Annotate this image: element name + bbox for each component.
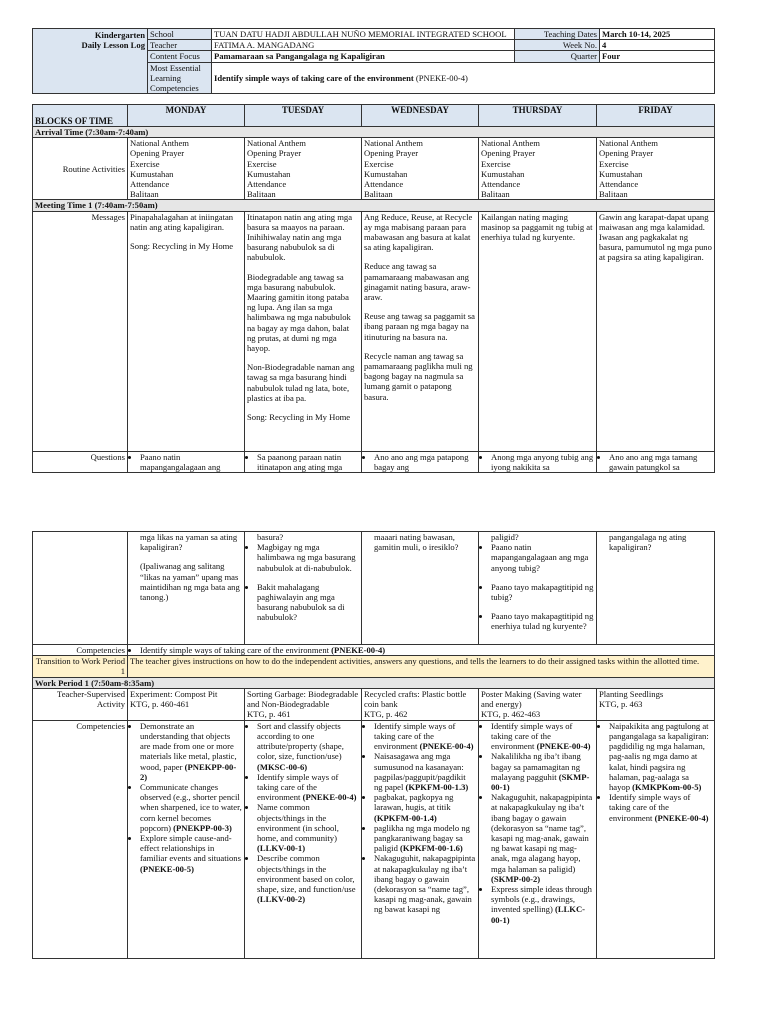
work-competencies-label: Competencies [33, 720, 128, 958]
question-item: • Paano tayo makapagtitipid ng enerhiya tulad ng kuryente? [491, 611, 594, 631]
competency-item [257, 853, 359, 904]
work-period-1-row: Work Period 1 (7:50am-8:35am) [33, 677, 715, 688]
routine-wednesday: National Anthem Opening Prayer Exercise Kumustahan Attendance Balitaan [362, 138, 479, 200]
tsa-tuesday: Sorting Garbage: Biodegradable and Non-Biodegradable KTG, p. 461 [245, 688, 362, 720]
message-paragraph: Non-Biodegradable naman ang tawag sa mga basurang hindi nabubulok tulad ng lata, bote, plastics at iba pa. [247, 362, 355, 403]
week-no-value: 4 [600, 40, 715, 51]
competency-code: (MKSC-00-6) [257, 761, 308, 772]
tsa-monday: Experiment: Compost Pit KTG, p. 460-461 [128, 688, 245, 720]
question-item: • Paano natin mapangangalagaan ang mga anyong tubig? [491, 542, 594, 573]
competency-item [491, 751, 594, 792]
teaching-dates-value: March 10-14, 2025 [600, 29, 715, 40]
competency-text: Nakalilikha ng iba’t ibang bagay sa pamamagitan ng malayang pagguhit [491, 751, 581, 782]
competency-item [374, 751, 476, 792]
competency-item [374, 721, 476, 752]
messages-friday [597, 211, 715, 451]
meeting-time-1-row: Meeting Time 1 (7:40am-7:50am) [33, 200, 715, 211]
quarter-value: Four [600, 51, 715, 62]
competency-code: (KPKFM-00-1.6) [400, 843, 463, 854]
content-focus-value: Pamamaraan sa Pangangalaga ng Kapaligiran [212, 51, 515, 62]
message-paragraph: Song: Recycling in My Home [247, 412, 351, 423]
message-paragraph: Pinapahalagahan at iniingatan natin ang ating kapaligiran. [130, 211, 234, 232]
competency-item [257, 802, 359, 853]
competency-code: (PNEKE-00-5) [140, 863, 194, 874]
content-focus-label: Content Focus [148, 51, 212, 62]
day-friday: FRIDAY [597, 105, 715, 127]
quarter-label: Quarter [515, 51, 600, 62]
competency-text: Sort and classify objects according to one attribute/property (shape, color, size, function/use) [257, 720, 344, 762]
competency-text: Explore simple cause-and-effect relationships in familiar events and situations [140, 833, 241, 864]
competency-text: Identify simple ways of taking care of the environment [257, 771, 339, 803]
message-paragraph: Reduce ang tawag sa pamamaraang mabawasan ang ginagamit nating basura, araw-araw. [364, 261, 471, 303]
message-paragraph: Reuse ang tawag sa paggamit sa ibang paraan ng mga bagay na itinuturing na basura na. [364, 311, 475, 342]
week-no-label: Week No. [515, 40, 600, 51]
routine-friday: National Anthem Opening Prayer Exercise Kumustahan Attendance Balitaan [597, 138, 715, 200]
message-paragraph: Ang Reduce, Reuse, at Recycle ay mga mabisang paraan para mabawasan ang basura at kalat sa ating kapaligiran. [364, 211, 473, 253]
competency-item [609, 721, 712, 792]
question-item: • Bakit mahalagang paghiwalayin ang mga basurang nabubulok sa di nabubulok? [257, 582, 359, 623]
competency-code: (KPKFM-00-1.3) [405, 782, 469, 793]
competency-text: Demonstrate an understanding that objects are made from one or more materials like metal, plastic, wood, paper [140, 720, 237, 772]
message-paragraph: Song: Recycling in My Home [130, 241, 234, 252]
messages-monday [128, 211, 245, 451]
routine-tuesday: National Anthem Opening Prayer Exercise Kumustahan Attendance Balitaan [245, 138, 362, 200]
schedule-table-page-1 [32, 104, 715, 473]
teacher-value: FATIMA A. MANGADANG [212, 40, 515, 51]
melc-value [212, 62, 715, 94]
messages-label: Messages [33, 211, 128, 451]
question-continuation: maaari nating bawasan, gamitin muli, o iresiklo? [374, 532, 459, 553]
competency-text: Express simple ideas through symbols (e.g., drawings, invented spelling) [491, 884, 592, 915]
competency-text: Communicate changes observed (e.g., shorter pencil when sharpened, ice to water, corn kernel becomes popcorn) [140, 782, 242, 833]
message-paragraph: Itinatapon natin ang ating mga basura sa maayos na paraan. Inihihiwalay natin ang mga basurang nabubulok sa di nabubulok. [247, 211, 353, 263]
competency-item [374, 853, 476, 914]
competency-item [491, 884, 594, 925]
competency-text: Identify simple ways of taking care of the environment [140, 645, 330, 655]
competency-item [374, 792, 476, 823]
competency-code: (PNEKPP-00-3) [173, 822, 232, 833]
competency-code: (PNEKE-00-4) [654, 812, 709, 823]
competency-text: Nakaguguhit, nakapagpipinta at nakapagkukulay ng iba’t ibang bagay o gawain (dekorasyon sa “name tag”, kasapi ng mag-anak, gawain ng bawat kasapi ng [374, 853, 476, 915]
melc-code: (PNEKE-00-4) [415, 72, 468, 83]
questions-tuesday-part2 [245, 532, 362, 645]
messages-wednesday [362, 211, 479, 451]
competency-item [609, 792, 712, 823]
melc-text: Identify simple ways of taking care of the environment [214, 72, 414, 83]
question-item: • Ano ano ang mga tamang gawain patungkol sa [609, 452, 712, 472]
teacher-label: Teacher [148, 40, 212, 51]
title-line-2: Daily Lesson Log [81, 40, 145, 51]
routine-thursday: National Anthem Opening Prayer Exercise Kumustahan Attendance Balitaan [479, 138, 597, 200]
competency-code: (LLKV-00-2) [257, 894, 306, 905]
question-item: • Ano ano ang mga patapong bagay ang [374, 452, 476, 472]
competency-text: Describe common objects/things in the environment based on color, shape, size, and function/use [257, 853, 356, 895]
messages-tuesday [245, 211, 362, 451]
competency-text: Naisasagawa ang mga sumusunod na kasanayan: pagpilas/paggupit/pagdikit ng papel [374, 751, 466, 793]
competency-code: (PNEKE-00-4) [302, 792, 357, 803]
competency-code: (SKMP-00-1) [491, 771, 590, 793]
transition-text: The teacher gives instructions on how to do the independent activities, answers any questions, and tells the learners to do their assigned tasks within the allotted time. [128, 656, 715, 677]
work-competencies-monday [128, 720, 245, 958]
routine-activities-label: Routine Activities [33, 138, 128, 200]
questions-friday-part2 [597, 532, 715, 645]
message-paragraph: Kailangan nating maging masinop sa paggamit ng tubig at enerhiya tulad ng kuryente. [481, 211, 593, 243]
competency-text: Naipakikita ang pagtulong at pangangalaga sa kapaligiran: pagdidilig ng mga halaman, pag-aalis ng mga damo at kalat, hindi pagsira ng halaman, pag-aalaga sa hayop [609, 720, 709, 793]
competency-list [599, 721, 712, 823]
competency-list [364, 721, 476, 915]
competency-text: paglikha ng mga modelo ng pangkaraniwang bagay sa paligid [374, 822, 470, 854]
competency-item [140, 721, 242, 782]
competency-list [130, 721, 242, 874]
questions-label: Questions [33, 451, 128, 472]
message-paragraph: Recycle naman ang tawag sa pamamaraang paglikha muli ng bagong bagay na nagmula sa lumang gamit o patapong basura. [364, 350, 473, 402]
competency-text: Name common objects/things in the environment (in school, home, and community) [257, 802, 339, 844]
work-competencies-thursday [479, 720, 597, 958]
competency-list [481, 721, 594, 925]
day-thursday: THURSDAY [479, 105, 597, 127]
competency-code: (PNEKE-00-4) [419, 741, 474, 752]
meeting-competencies-label: Competencies [33, 645, 128, 656]
questions-friday-part1 [597, 451, 715, 472]
teacher-supervised-label: Teacher-Supervised Activity [33, 688, 128, 720]
questions-monday-part1 [128, 451, 245, 472]
tsa-wednesday: Recycled crafts: Plastic bottle coin bank KTG, p. 462 [362, 688, 479, 720]
schedule-table-page-2 [32, 531, 715, 959]
transition-label: Transition to Work Period 1 [33, 656, 128, 677]
competency-item [491, 792, 594, 884]
question-continuation: pangangalaga ng ating kapaligiran? [609, 532, 687, 553]
question-item: • Paano tayo makapagtitipid ng tubig? [491, 582, 594, 602]
blocks-of-time-header: BLOCKS OF TIME [33, 105, 128, 127]
competency-item [257, 772, 359, 803]
question-continuation: mga likas na yaman sa ating kapaligiran? [140, 532, 238, 553]
lesson-log-header [32, 28, 715, 94]
question-item: • Sa paanong paraan natin itinatapon ang ating mga [257, 452, 359, 472]
day-tuesday: TUESDAY [245, 105, 362, 127]
question-continuation: basura? [257, 532, 284, 542]
competency-code: (PNEKE-00-4) [331, 645, 386, 655]
questions-wednesday-part2 [362, 532, 479, 645]
competency-code: (SKMP-00-2) [491, 873, 541, 884]
competency-code: (PNEKPP-00-2) [140, 761, 237, 782]
competency-item [257, 721, 359, 772]
day-monday: MONDAY [128, 105, 245, 127]
melc-label: Most Essential Learning Competencies [148, 62, 212, 94]
title-line-1: Kindergarten [94, 30, 145, 40]
tsa-thursday: Poster Making (Saving water and energy) KTG, p. 462-463 [479, 688, 597, 720]
questions-thursday-part1 [479, 451, 597, 472]
header-title [33, 29, 148, 94]
teaching-dates-label: Teaching Dates [515, 29, 600, 40]
competency-item [374, 823, 476, 854]
competency-item [491, 721, 594, 752]
competency-text: pagbakat, pagkopya ng larawan, hugis, at titik [374, 792, 454, 813]
questions-monday-part2 [128, 532, 245, 645]
question-item: • Paano natin mapangangalagaan ang [140, 452, 242, 472]
competency-item [140, 833, 242, 874]
competency-list [247, 721, 359, 905]
arrival-time-row: Arrival Time (7:30am-7:40am) [33, 127, 715, 138]
questions-wednesday-part1 [362, 451, 479, 472]
competency-code: (PNEKE-00-4) [536, 741, 591, 752]
questions-tuesday-part1 [245, 451, 362, 472]
competency-code: (LLKV-00-1) [257, 843, 306, 854]
question-item: • Magbigay ng mga halimbawa ng mga basurang nabubulok at di-nabubulok. [257, 542, 359, 573]
competency-code: (KMKPKom-00-5) [632, 782, 702, 793]
routine-monday: National Anthem Opening Prayer Exercise Kumustahan Attendance Balitaan [128, 138, 245, 200]
competency-text: Identify simple ways of taking care of the environment [374, 720, 456, 752]
school-value: TUAN DATU HADJI ABDULLAH NUÑO MEMORIAL INTEGRATED SCHOOL [212, 29, 515, 40]
message-paragraph: Gawin ang karapat-dapat upang maiwasan ang mga kalamidad. Iwasan ang pagkakalat ng basura, pamumutol ng mga puno at pagsira sa ating kapaligiran. [599, 211, 712, 263]
message-paragraph: Biodegradable ang tawag sa mga basurang nabubulok. Maaring gamitin itong pataba ng lupa. Ang ilan sa mga halimbawa ng mga nabubulok na bagay ay mga dahon, balat ng prutas, at dumi ng mga hayop. [247, 271, 351, 354]
competency-text: Identify simple ways of taking care of the environment [609, 792, 691, 823]
school-label: School [148, 29, 212, 40]
question-continuation: paligid? [491, 532, 519, 542]
competency-item [140, 645, 712, 655]
work-competencies-wednesday [362, 720, 479, 958]
question-note: (Ipaliwanag ang salitang “likas na yaman” upang mas maintidihan ng mga bata ang tanong.) [140, 561, 240, 603]
competency-text: Identify simple ways of taking care of the environment [491, 720, 573, 752]
work-competencies-tuesday [245, 720, 362, 958]
competency-code: (KPKFM-00-1.4) [374, 812, 437, 823]
tsa-friday: Planting Seedlings KTG, p. 463 [597, 688, 715, 720]
questions-continued-label-cell [33, 532, 128, 645]
work-competencies-friday [597, 720, 715, 958]
meeting-competencies-value [128, 645, 715, 656]
messages-thursday [479, 211, 597, 451]
competency-code: (LLKC-00-1) [491, 904, 586, 925]
questions-thursday-part2 [479, 532, 597, 645]
day-wednesday: WEDNESDAY [362, 105, 479, 127]
competency-text: Nakaguguhit, nakapagpipinta at nakapagkukulay ng iba’t ibang bagay o gawain (dekorasyon sa “name tag”, kasapi ng mag-anak, gawain ng bawat kasapi ng mag-anak, mga alagang hayop, mga halaman sa paligid) [491, 792, 593, 874]
question-item: • Anong mga anyong tubig ang iyong nakikita sa [491, 452, 594, 472]
competency-item [140, 782, 242, 833]
